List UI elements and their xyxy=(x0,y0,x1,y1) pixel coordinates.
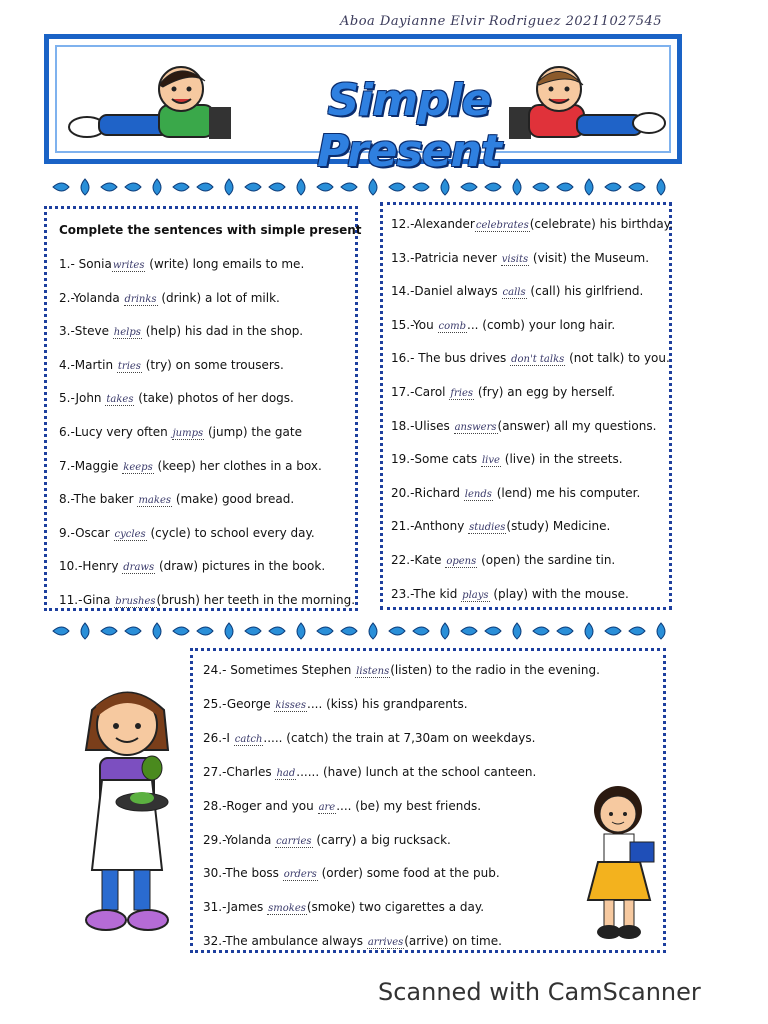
water-drop-icon xyxy=(242,622,264,640)
water-drop-icon xyxy=(194,178,216,196)
handwritten-answer: had xyxy=(276,767,296,779)
sentence-start: 22.-Kate xyxy=(391,553,446,567)
instructions-heading: Complete the sentences with simple present xyxy=(59,223,362,237)
water-drop-icon xyxy=(146,178,168,196)
handwritten-answer: carries xyxy=(276,835,312,847)
sentence-start: 8.-The baker xyxy=(59,492,138,507)
sentence-end: (carry) a big rucksack. xyxy=(312,832,451,847)
handwritten-answer: opens xyxy=(446,556,477,567)
handwritten-answer: celebrates xyxy=(475,220,529,231)
exercise-sentence xyxy=(203,765,536,779)
handwritten-answer: answers xyxy=(454,421,497,433)
exercise-sentence xyxy=(59,593,355,607)
sentence-end: (arrive) on time. xyxy=(404,934,502,949)
water-drop-icon xyxy=(458,622,480,640)
sentence-end: (live) in the streets. xyxy=(500,452,623,467)
sentence-end: (visit) the Museum. xyxy=(529,250,650,265)
water-drop-icon xyxy=(170,178,192,196)
exercise-sentence xyxy=(203,866,500,880)
sentence-start: 18.-Ulises xyxy=(391,418,454,433)
water-drop-icon xyxy=(434,178,456,196)
handwritten-answer: draws xyxy=(123,562,155,574)
handwritten-answer: makes xyxy=(138,495,171,507)
sentence-end: (keep) her clothes in a box. xyxy=(153,458,322,473)
water-drop-icon xyxy=(458,178,480,196)
water-drop-icon xyxy=(554,622,576,640)
exercise-sentence xyxy=(391,385,615,399)
water-drop-icon xyxy=(122,178,144,196)
handwritten-answer: writes xyxy=(112,260,145,271)
sentence-start: 26.-I xyxy=(203,730,234,745)
water-drop-icon xyxy=(386,178,408,196)
handwritten-answer: smokes xyxy=(268,903,306,915)
water-drop-icon xyxy=(266,622,288,640)
sentence-end: (order) some food at the pub. xyxy=(317,866,500,881)
sentence-end: .... (kiss) his grandparents. xyxy=(307,696,468,711)
sentence-start: 4.-Martin xyxy=(59,357,117,372)
exercise-sentence xyxy=(59,526,315,540)
sentence-start: 2.-Yolanda xyxy=(59,290,124,305)
sentence-start: 10.-Henry xyxy=(59,559,123,574)
water-drop-icon xyxy=(218,178,240,196)
water-drop-icon xyxy=(74,178,96,196)
exercise-box-2 xyxy=(380,202,672,610)
sentence-start: 28.-Roger and you xyxy=(203,798,318,813)
sentence-start: 7.-Maggie xyxy=(59,458,123,473)
water-drop-border-middle xyxy=(50,622,672,644)
exercise-sentence xyxy=(391,217,673,231)
boy-right-illustration xyxy=(489,57,674,152)
sentence-end: ..... (catch) the train at 7,30am on weekdays. xyxy=(263,730,536,745)
handwritten-answer: comb xyxy=(438,320,467,332)
girl-reading-illustration xyxy=(580,782,660,947)
handwritten-answer: visits xyxy=(501,253,529,265)
water-drop-icon xyxy=(410,622,432,640)
sentence-start: 32.-The ambulance always xyxy=(203,934,367,949)
exercise-sentence xyxy=(203,934,502,948)
water-drop-icon xyxy=(290,178,312,196)
water-drop-icon xyxy=(338,622,360,640)
water-drop-icon xyxy=(626,622,648,640)
water-drop-icon xyxy=(122,622,144,640)
sentence-start: 11.-Gina xyxy=(59,593,115,607)
exercise-box-1 xyxy=(44,206,362,611)
sentence-end: (take) photos of her dogs. xyxy=(134,391,294,406)
exercise-sentence xyxy=(59,324,303,338)
water-drop-icon xyxy=(194,622,216,640)
handwritten-answer: studies xyxy=(469,522,506,534)
sentence-end: ...... (have) lunch at the school canteen. xyxy=(296,764,537,779)
sentence-start: 27.-Charles xyxy=(203,764,276,779)
handwritten-answer: calls xyxy=(502,287,526,299)
water-drop-icon xyxy=(98,178,120,196)
water-drop-icon xyxy=(98,622,120,640)
handwritten-answer: drinks xyxy=(124,293,157,305)
water-drop-icon xyxy=(290,622,312,640)
handwritten-answer: don't talks xyxy=(511,354,565,366)
water-drop-icon xyxy=(314,622,336,640)
handwritten-answer: brushes xyxy=(115,596,156,607)
sentence-start: 14.-Daniel always xyxy=(391,284,502,299)
handwritten-answer: listens xyxy=(356,666,390,677)
exercise-sentence xyxy=(59,559,325,573)
sentence-end: (celebrate) his birthday. xyxy=(529,217,673,231)
sentence-start: 20.-Richard xyxy=(391,485,464,500)
water-drop-icon xyxy=(626,178,648,196)
water-drop-icon xyxy=(410,178,432,196)
sentence-end: (jump) the gate xyxy=(204,425,302,439)
sentence-start: 1.- Sonia xyxy=(59,257,112,271)
sentence-end: (drink) a lot of milk. xyxy=(157,290,280,305)
boy-left-illustration xyxy=(59,57,239,152)
water-drop-icon xyxy=(530,178,552,196)
water-drop-icon xyxy=(602,178,624,196)
exercise-sentence xyxy=(391,486,640,500)
sentence-start: 5.-John xyxy=(59,391,106,406)
water-drop-icon xyxy=(650,178,672,196)
exercise-sentence xyxy=(391,553,615,567)
sentence-start: 21.-Anthony xyxy=(391,519,469,534)
water-drop-border-top xyxy=(50,178,672,200)
exercise-sentence xyxy=(59,425,302,439)
water-drop-icon xyxy=(650,622,672,640)
handwritten-answer: live xyxy=(481,455,500,467)
water-drop-icon xyxy=(578,178,600,196)
water-drop-icon xyxy=(530,622,552,640)
exercise-sentence xyxy=(59,459,322,473)
handwritten-answer: tries xyxy=(117,360,141,372)
handwritten-answer: cycles xyxy=(114,528,146,540)
sentence-end: (cycle) to school every day. xyxy=(146,525,315,540)
handwritten-answer: lends xyxy=(464,488,492,500)
exercise-sentence xyxy=(391,284,643,298)
water-drop-icon xyxy=(50,622,72,640)
sentence-start: 30.-The boss xyxy=(203,866,283,881)
exercise-sentence xyxy=(59,257,304,271)
handwritten-answer: arrives xyxy=(367,937,404,949)
water-drop-icon xyxy=(338,178,360,196)
exercise-sentence xyxy=(203,900,484,914)
sentence-start: 6.-Lucy very often xyxy=(59,425,172,439)
sentence-end: (smoke) two cigarettes a day. xyxy=(306,900,485,915)
sentence-end: (try) on some trousers. xyxy=(141,357,284,372)
handwritten-answer: keeps xyxy=(123,461,153,473)
exercise-sentence xyxy=(59,391,294,405)
exercise-sentence xyxy=(203,663,600,677)
handwritten-answer: fries xyxy=(450,388,474,399)
sentence-start: 24.- Sometimes Stephen xyxy=(203,663,356,677)
sentence-start: 31.-James xyxy=(203,900,268,915)
exercise-sentence xyxy=(391,587,629,601)
water-drop-icon xyxy=(74,622,96,640)
sentence-end: (draw) pictures in the book. xyxy=(155,559,326,574)
water-drop-icon xyxy=(386,622,408,640)
water-drop-icon xyxy=(266,178,288,196)
exercise-sentence xyxy=(391,351,670,365)
water-drop-icon xyxy=(242,178,264,196)
sentence-end: (write) long emails to me. xyxy=(145,257,305,271)
exercise-sentence xyxy=(391,519,610,533)
page-title: Simple Present xyxy=(317,75,501,177)
exercise-sentence xyxy=(203,697,468,711)
water-drop-icon xyxy=(434,622,456,640)
exercise-sentence xyxy=(391,318,615,332)
water-drop-icon xyxy=(578,622,600,640)
sentence-start: 29.-Yolanda xyxy=(203,832,276,847)
exercise-sentence xyxy=(391,251,649,265)
water-drop-icon xyxy=(314,178,336,196)
sentence-start: 23.-The kid xyxy=(391,586,462,601)
exercise-sentence xyxy=(59,492,294,506)
handwritten-answer: catch xyxy=(234,733,263,745)
water-drop-icon xyxy=(146,622,168,640)
water-drop-icon xyxy=(482,622,504,640)
water-drop-icon xyxy=(506,622,528,640)
sentence-start: 12.-Alexander xyxy=(391,217,475,231)
sentence-end: (not talk) to you. xyxy=(565,351,670,366)
exercise-sentence xyxy=(203,731,535,745)
sentence-end: (lend) me his computer. xyxy=(492,485,641,500)
water-drop-icon xyxy=(218,622,240,640)
sentence-end: (call) his girlfriend. xyxy=(526,284,644,299)
handwritten-answer: helps xyxy=(113,327,141,339)
water-drop-icon xyxy=(50,178,72,196)
exercise-sentence xyxy=(59,291,280,305)
sentence-end: (help) his dad in the shop. xyxy=(141,324,304,339)
sentence-end: (open) the sardine tin. xyxy=(477,553,616,567)
sentence-end: (study) Medicine. xyxy=(506,519,611,534)
water-drop-icon xyxy=(602,622,624,640)
handwritten-answer: plays xyxy=(462,589,489,601)
sentence-end: ... (comb) your long hair. xyxy=(467,317,616,332)
water-drop-icon xyxy=(170,622,192,640)
exercise-sentence xyxy=(203,833,451,847)
handwritten-answer: orders xyxy=(283,869,317,881)
handwritten-answer: are xyxy=(318,801,336,813)
handwritten-answer: takes xyxy=(106,394,134,406)
sentence-start: 19.-Some cats xyxy=(391,452,481,467)
sentence-end: (listen) to the radio in the evening. xyxy=(390,663,600,677)
sentence-start: 3.-Steve xyxy=(59,324,113,339)
handwritten-answer: kisses xyxy=(275,699,306,711)
exercise-sentence xyxy=(59,358,284,372)
sentence-start: 16.- The bus drives xyxy=(391,351,511,366)
title-banner xyxy=(44,34,682,177)
girl-cooking-illustration xyxy=(72,680,182,940)
water-drop-icon xyxy=(554,178,576,196)
sentence-start: 25.-George xyxy=(203,696,275,711)
water-drop-icon xyxy=(362,622,384,640)
sentence-end: (play) with the mouse. xyxy=(489,586,629,601)
exercise-sentence xyxy=(203,799,481,813)
sentence-end: (fry) an egg by herself. xyxy=(474,385,616,399)
sentence-start: 17.-Carol xyxy=(391,385,450,399)
exercise-sentence xyxy=(391,419,656,433)
sentence-end: (answer) all my questions. xyxy=(497,418,657,433)
sentence-end: (make) good bread. xyxy=(172,492,295,507)
water-drop-icon xyxy=(482,178,504,196)
exercise-sentence xyxy=(391,452,623,466)
sentence-start: 15.-You xyxy=(391,317,438,332)
scanner-watermark: Scanned with CamScanner xyxy=(378,978,701,1006)
sentence-end: .... (be) my best friends. xyxy=(336,798,482,813)
water-drop-icon xyxy=(506,178,528,196)
handwritten-answer: jumps xyxy=(172,428,204,439)
water-drop-icon xyxy=(362,178,384,196)
student-name: Aboa Dayianne Elvir Rodriguez 20211027545 xyxy=(340,14,663,29)
sentence-end: (brush) her teeth in the morning. xyxy=(156,593,356,607)
sentence-start: 13.-Patricia never xyxy=(391,250,501,265)
sentence-start: 9.-Oscar xyxy=(59,525,114,540)
